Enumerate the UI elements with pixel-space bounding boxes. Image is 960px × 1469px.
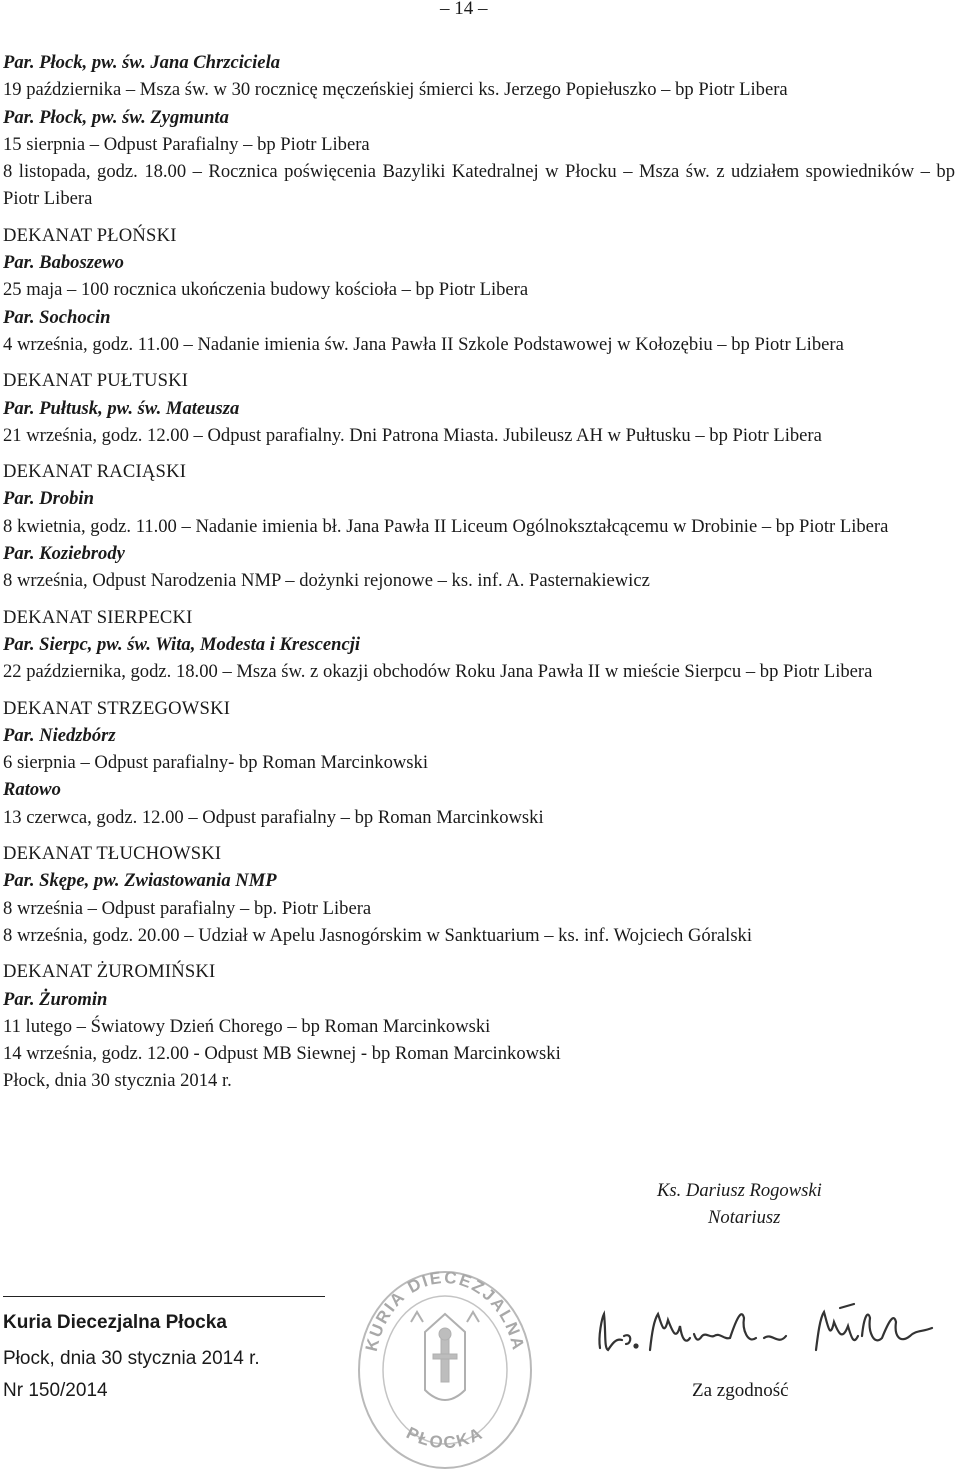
parish-name: Par. Niedzbórz [3, 724, 116, 746]
deanery-heading: DEKANAT PUŁTUSKI [3, 370, 189, 392]
parish-name: Par. Drobin [3, 488, 94, 510]
event-line: 13 czerwca, godz. 12.00 – Odpust parafialny – bp Roman Marcinkowski [3, 806, 544, 828]
document-body [3, 49, 955, 1095]
event-line: 22 października, godz. 18.00 – Msza św. z okazji obchodów Roku Jana Pawła II w mieście Sierpcu – bp Piotr Libera [3, 661, 873, 683]
footer-number: Nr 150/2014 [3, 1380, 108, 1401]
deanery-heading: DEKANAT TŁUCHOWSKI [3, 843, 222, 865]
parish-name: Par. Baboszewo [3, 252, 124, 274]
event-line: 4 września, godz. 11.00 – Nadanie imienia św. Jana Pawła II Szkole Podstawowej w Kołozębiu – bp Piotr Libera [3, 333, 844, 355]
parish-name: Par. Sierpc, pw. św. Wita, Modesta i Krescencji [3, 633, 361, 655]
event-line: 25 maja – 100 rocznica ukończenia budowy kościoła – bp Piotr Libera [3, 279, 529, 301]
page-number: – 14 – [440, 0, 488, 19]
parish-name: Par. Sochocin [3, 306, 111, 328]
deanery-heading: DEKANAT SIERPECKI [3, 606, 193, 628]
event-line: 8 września, godz. 20.00 – Udział w Apelu Jasnogórskim w Sanktuarium – ks. inf. Wojciech Góralski [3, 924, 753, 946]
footer-office: Kuria Diecezjalna Płocka [3, 1312, 227, 1333]
notary-name: Ks. Dariusz Rogowski [657, 1180, 822, 1201]
event-line: 8 września – Odpust parafialny – bp. Piotr Libera [3, 897, 372, 919]
seal-text-bottom: PŁOCKA [403, 1423, 487, 1453]
svg-text:PŁOCKA [403, 1423, 486, 1452]
event-line: 15 sierpnia – Odpust Parafialny – bp Piotr Libera [3, 133, 370, 155]
parish-name: Par. Płock, pw. św. Zygmunta [3, 106, 229, 128]
seal-emblem-icon [411, 1312, 479, 1400]
footer-divider [3, 1296, 325, 1297]
event-line: 14 września, godz. 12.00 - Odpust MB Siewnej - bp Roman Marcinkowski [3, 1043, 561, 1065]
parish-name: Par. Skępe, pw. Zwiastowania NMP [3, 870, 277, 892]
event-line: 6 sierpnia – Odpust parafialny- bp Roman Marcinkowski [3, 752, 428, 774]
deanery-heading: DEKANAT PŁOŃSKI [3, 224, 177, 246]
signature [592, 1296, 942, 1366]
parish-name: Par. Pułtusk, pw. św. Mateusza [3, 397, 240, 419]
curia-seal [355, 1262, 535, 1469]
parish-name: Par. Koziebrody [3, 543, 125, 565]
deanery-heading: DEKANAT STRZEGOWSKI [3, 697, 231, 719]
event-line: 8 września, Odpust Narodzenia NMP – dożynki rejonowe – ks. inf. A. Pasternakiewicz [3, 570, 650, 592]
deanery-heading: DEKANAT RACIĄSKI [3, 461, 187, 483]
parish-name: Par. Żuromin [3, 988, 108, 1010]
event-line: 11 lutego – Światowy Dzień Chorego – bp Roman Marcinkowski [3, 1015, 491, 1037]
event-line: 8 kwietnia, godz. 11.00 – Nadanie imienia bł. Jana Pawła II Liceum Ogólnokształcącemu w Drobinie – bp Piotr Libera [3, 515, 889, 537]
seal-text-top: KURIA DIECEZJALNA [361, 1267, 529, 1354]
conformity-note: Za zgodność [692, 1380, 789, 1401]
parish-name: Ratowo [3, 779, 61, 801]
event-line: 8 listopada, godz. 18.00 – Rocznica poświęcenia Bazyliki Katedralnej w Płocku – Msza św. z udziałem spowiedników – bp Piotr Libera [3, 161, 955, 210]
notary-role: Notariusz [708, 1207, 781, 1228]
event-line: 21 września, godz. 12.00 – Odpust parafialny. Dni Patrona Miasta. Jubileusz AH w Pułtusku – bp Piotr Libera [3, 424, 822, 446]
event-line: Płock, dnia 30 stycznia 2014 r. [3, 1070, 232, 1092]
footer-date: Płock, dnia 30 stycznia 2014 r. [3, 1348, 260, 1369]
deanery-heading: DEKANAT ŻUROMIŃSKI [3, 961, 216, 983]
event-line: 19 października – Msza św. w 30 rocznicę męczeńskiej śmierci ks. Jerzego Popiełuszko – bp Piotr Libera [3, 79, 788, 101]
parish-name: Par. Płock, pw. św. Jana Chrzciciela [3, 52, 281, 73]
